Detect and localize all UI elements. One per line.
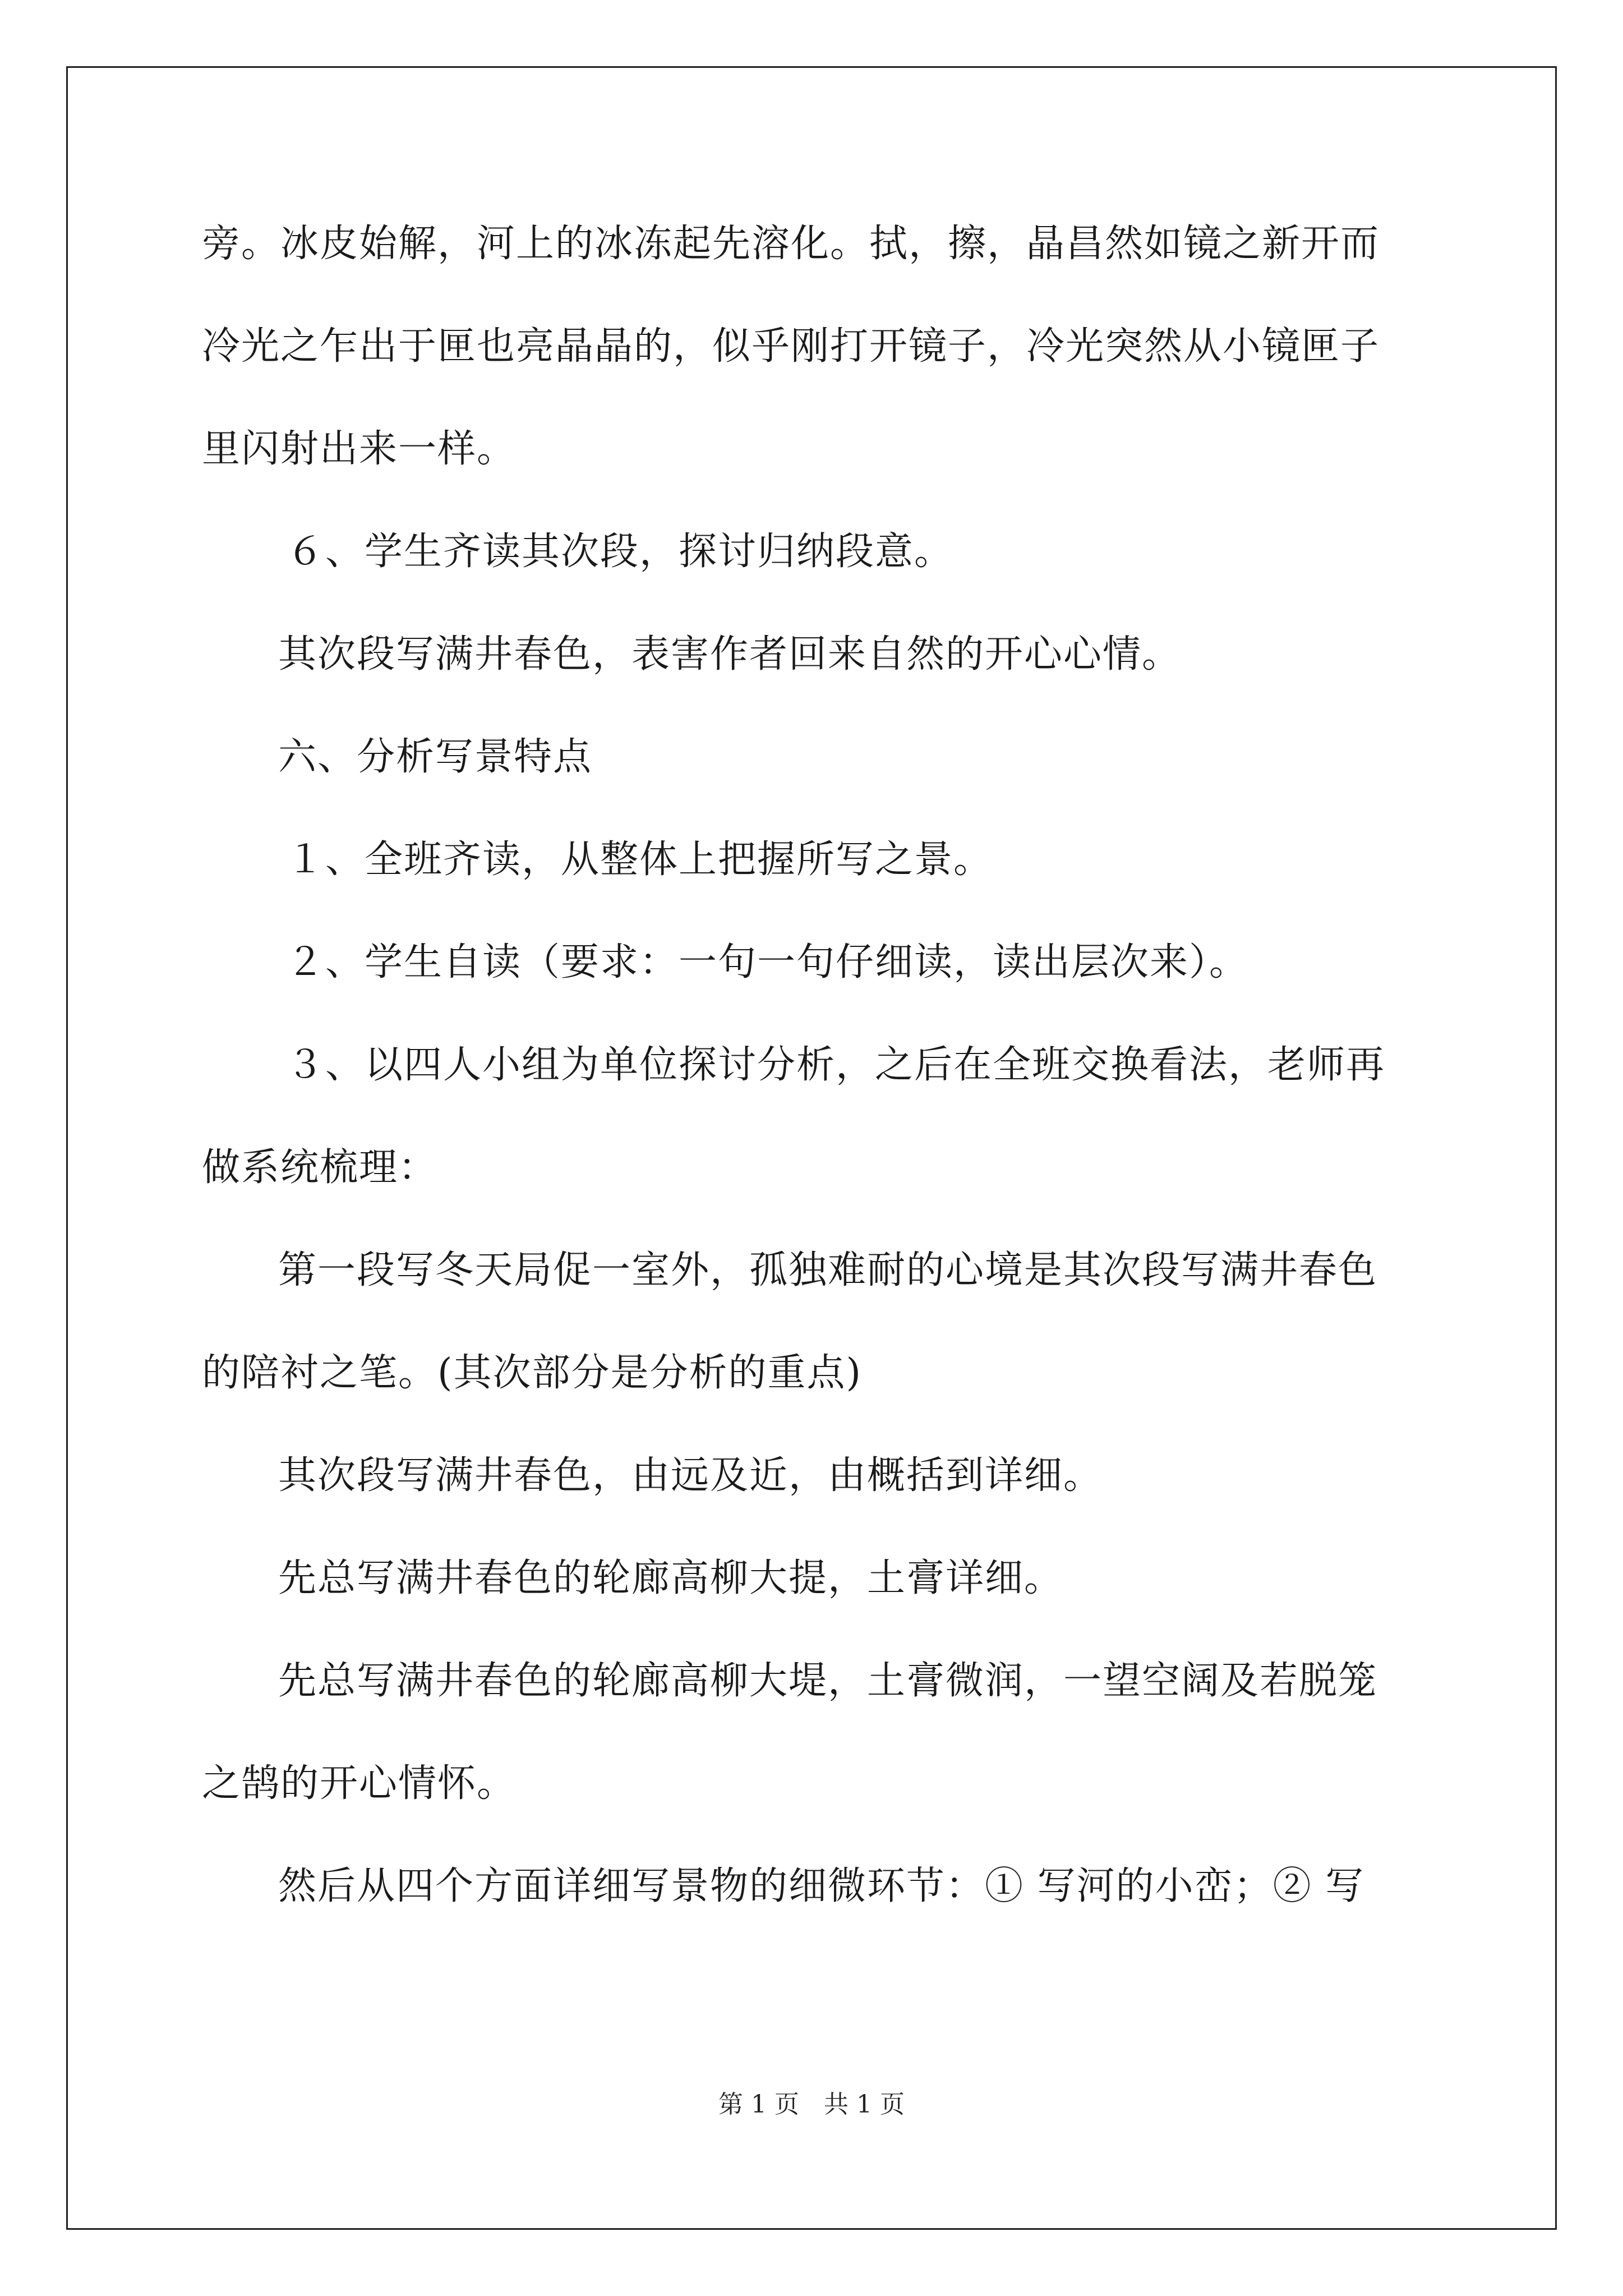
text-line-8: ２、学生自读（要求：一句一句仔细读，读出层次来）。 (286, 940, 1249, 984)
text-line-15: 先总写满井春色的轮廊高柳大堤，土膏微润，一望空阔及若脱笼 (278, 1659, 1378, 1703)
text-line-4: ６、学生齐读其次段，探讨归纳段意。 (286, 530, 954, 574)
text-line-11: 第一段写冬天局促一室外，孤独难耐的心境是其次段写满井春色 (278, 1248, 1378, 1292)
section-heading: 六、分析写景特点 (278, 735, 593, 779)
text-line-2: 冷光之乍出于匣也亮晶晶的，似乎刚打开镜子，冷光突然从小镜匣子 (202, 324, 1380, 369)
text-line-17: 然后从四个方面详细写景物的细微环节：① 写河的小峦；② 写 (278, 1864, 1365, 1908)
text-line-5: 其次段写满井春色，表害作者回来自然的开心心情。 (278, 632, 1182, 677)
text-line-10: 做系统梳理： (202, 1145, 438, 1190)
text-line-7: １、全班齐读，从整体上把握所写之景。 (286, 838, 993, 882)
text-line-14: 先总写满井春色的轮廊高柳大提，土膏详细。 (278, 1556, 1064, 1600)
page-footer: 第 1 页 共 1 页 (718, 2090, 905, 2119)
text-line-9: ３、以四人小组为单位探讨分析，之后在全班交换看法，老师再 (286, 1043, 1386, 1087)
text-line-1: 旁。冰皮始解，河上的冰冻起先溶化。拭，擦，晶昌然如镜之新开而 (202, 222, 1380, 266)
text-line-16: 之鹄的开心情怀。 (202, 1761, 517, 1806)
text-line-13: 其次段写满井春色，由远及近，由概括到详细。 (278, 1453, 1103, 1498)
text-line-3: 里闪射出来一样。 (202, 427, 517, 471)
text-line-12: 的陪衬之笔。(其次部分是分析的重点) (202, 1351, 863, 1395)
